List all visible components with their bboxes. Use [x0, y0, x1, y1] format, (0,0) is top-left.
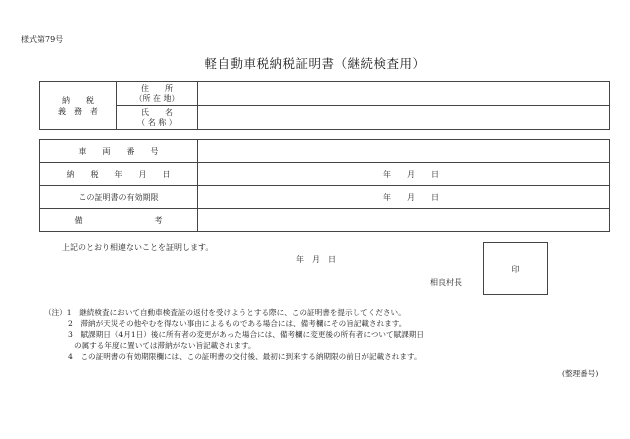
name-sub-label: （ 名 称 ）	[137, 117, 177, 127]
taxpayer-label-line1: 納 税	[62, 95, 94, 105]
note-mark: 2	[68, 319, 73, 328]
address-label-cell	[117, 82, 198, 106]
note-item	[44, 329, 424, 340]
issue-date: 年 月 日	[296, 255, 336, 264]
taxpayer-label-line2: 義 務 者	[58, 106, 98, 116]
address-sub-label: （所 在 地）	[134, 93, 180, 103]
form-number: 様式第79号	[21, 35, 64, 44]
note-mark: （注）1	[44, 308, 72, 317]
note-text: この証明書の有効期限欄には、この証明書の交付後、最初に到来する納期限の前日が記載されます。	[80, 352, 422, 361]
remarks-field[interactable]	[198, 209, 610, 232]
remarks-label: 備 考	[40, 209, 198, 232]
name-label-cell	[117, 106, 198, 130]
document-title: 軽自動車税納税証明書（継続検査用）	[204, 56, 426, 71]
reference-number-label: (整理番号)	[562, 369, 599, 378]
certification-text: 上記のとおり相違ないことを証明します。	[62, 243, 214, 252]
note-text: 賦課期日（4月1日）後に所有者の変更があった場合には、備考欄に変更後の所有者について賦課期日	[80, 330, 424, 339]
note-text: 継続検査において自動車検査証の返付を受けようとする際に、この証明書を提示してください。	[79, 308, 406, 317]
name-label: 氏 名	[141, 107, 173, 117]
taxpayer-label	[40, 82, 117, 130]
payment-date-label: 納 税 年 月 日	[40, 163, 198, 186]
vehicle-number-field[interactable]	[198, 140, 610, 163]
note-text: 滞納が天災その他やむを得ない事由によるものである場合には、備考欄にその旨記載されます。	[80, 319, 407, 328]
notes-section	[44, 307, 424, 362]
vehicle-number-label: 車 両 番 号	[40, 140, 198, 163]
note-item	[44, 340, 424, 351]
address-field[interactable]	[198, 82, 610, 106]
address-label: 住 所	[141, 83, 173, 93]
validity-field[interactable]: 年 月 日	[198, 186, 610, 209]
payment-date-field[interactable]: 年 月 日	[198, 163, 610, 186]
note-item	[44, 307, 424, 318]
note-mark: 3	[68, 330, 73, 339]
issuer-title: 相良村長	[430, 278, 462, 287]
details-table	[39, 139, 610, 232]
name-field[interactable]	[198, 106, 610, 130]
note-mark: 4	[68, 352, 73, 361]
note-item	[44, 351, 424, 362]
note-item	[44, 318, 424, 329]
validity-label: この証明書の有効期限	[40, 186, 198, 209]
seal-label: 印	[511, 265, 520, 274]
taxpayer-table	[39, 81, 610, 130]
note-text: の属する年度に置いては滞納がない旨記載されます。	[74, 341, 256, 350]
seal-box	[483, 242, 548, 295]
